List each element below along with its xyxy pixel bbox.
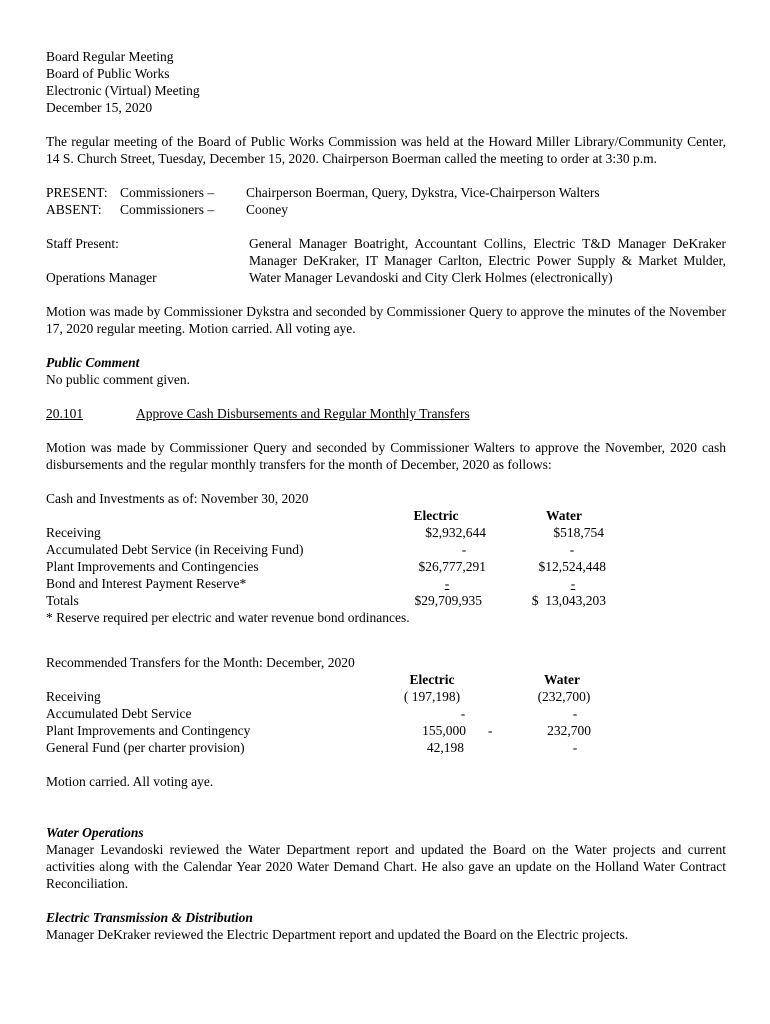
staff-label: Staff Present: (46, 236, 119, 251)
row-label: Plant Improvements and Contingencies (46, 559, 259, 574)
public-comment-heading: Public Comment (46, 355, 140, 370)
electric-value: - (461, 542, 467, 557)
table-row (46, 541, 726, 558)
water-value: $518,754 (553, 525, 604, 540)
water-value: (232,700) (537, 689, 591, 704)
absent-row (46, 201, 726, 218)
row-label: Plant Improvements and Contingency (46, 723, 251, 738)
public-comment-text: No public comment given. (46, 372, 190, 387)
water-value: $12,524,448 (538, 559, 606, 574)
item-number: 20.101 (46, 406, 84, 421)
meeting-date: December 15, 2020 (46, 100, 153, 115)
header-line: Board of Public Works (46, 66, 170, 81)
cash-table-title: Cash and Investments as of: November 30, 2020 (46, 491, 309, 506)
electric-value: 155,000 (422, 723, 466, 738)
dash: - (488, 723, 493, 738)
electric-value: $2,932,644 (425, 525, 486, 540)
electric-td-heading: Electric Transmission & Distribution (46, 910, 253, 925)
transfer-table-title: Recommended Transfers for the Month: December, 2020 (46, 655, 355, 670)
water-value: $ 13,043,203 (531, 593, 606, 608)
col-water: Water (546, 508, 582, 523)
electric-value: - (460, 706, 466, 721)
motion-carried: Motion carried. All voting aye. (46, 774, 214, 789)
table-row (46, 705, 726, 722)
row-label: Bond and Interest Payment Reserve* (46, 576, 247, 591)
absent-role: Commissioners – (120, 202, 215, 217)
table-row (46, 592, 726, 609)
present-row (46, 184, 726, 201)
row-label: Accumulated Debt Service (46, 706, 192, 721)
water-value: 232,700 (547, 723, 591, 738)
row-label: Accumulated Debt Service (in Receiving Fund) (46, 542, 304, 557)
row-label: Receiving (46, 689, 101, 704)
water-ops-text: Manager Levandoski reviewed the Water Department report and updated the Board on the Water projects and current activities along with the Calendar Year 2020 Water Demand Chart. He also gave an update on the Holland Water Contract Reconciliation. (46, 842, 726, 891)
minutes-document (46, 48, 726, 943)
water-ops-heading: Water Operations (46, 825, 144, 840)
row-label: Totals (46, 593, 79, 608)
table-footnote: * Reserve required per electric and water revenue bond ordinances. (46, 610, 410, 625)
row-label: Receiving (46, 525, 101, 540)
water-value: - (572, 706, 578, 721)
col-electric: Electric (413, 508, 459, 523)
present-label: PRESENT: (46, 185, 108, 200)
col-water: Water (544, 672, 580, 687)
electric-value: - (444, 576, 450, 591)
agenda-item (46, 405, 726, 422)
table-row (46, 524, 726, 541)
present-role: Commissioners – (120, 185, 215, 200)
present-names: Chairperson Boerman, Query, Dykstra, Vice-Chairperson Walters (246, 185, 600, 200)
table-row (46, 688, 726, 705)
staff-names: General Manager Boatright, Accountant Collins, Electric T&D Manager DeKraker Manager DeKraker, IT Manager Carlton, Electric Power Supply & Market Mulder, Water Manager Levandoski and City Clerk Holmes (electronically) (249, 236, 726, 285)
table-row (46, 575, 726, 592)
table-row (46, 558, 726, 575)
staff-present (46, 235, 726, 286)
electric-value: 42,198 (426, 740, 464, 755)
water-value: - (569, 542, 575, 557)
disbursement-motion: Motion was made by Commissioner Query and seconded by Commissioner Walters to approve the November, 2020 cash disbursements and the regular monthly transfers for the month of December, 2020 as follows: (46, 440, 726, 472)
header-line: Board Regular Meeting (46, 49, 174, 64)
absent-names: Cooney (246, 202, 288, 217)
table-row (46, 739, 726, 756)
water-value: - (570, 576, 576, 591)
staff-label-2: Operations Manager (46, 270, 157, 285)
water-value: - (572, 740, 578, 755)
item-title: Approve Cash Disbursements and Regular Monthly Transfers (136, 406, 470, 421)
row-label: General Fund (per charter provision) (46, 740, 245, 755)
intro-paragraph: The regular meeting of the Board of Public Works Commission was held at the Howard Miller Library/Community Center, 14 S. Church Street, Tuesday, December 15, 2020. Chairperson Boerman called the meeting to order at 3:30 p.m. (46, 134, 726, 166)
transfer-table (46, 654, 726, 756)
col-electric: Electric (409, 672, 455, 687)
absent-label: ABSENT: (46, 202, 102, 217)
table-row (46, 722, 726, 739)
header-line: Electronic (Virtual) Meeting (46, 83, 200, 98)
cash-table (46, 490, 726, 626)
electric-value: $26,777,291 (418, 559, 486, 574)
minutes-motion: Motion was made by Commissioner Dykstra and seconded by Commissioner Query to approve the minutes of the November 17, 2020 regular meeting. Motion carried. All voting aye. (46, 304, 726, 336)
electric-value: $29,709,935 (414, 593, 482, 608)
electric-td-text: Manager DeKraker reviewed the Electric Department report and updated the Board on the Electric projects. (46, 927, 629, 942)
electric-value: ( 197,198) (403, 689, 461, 704)
